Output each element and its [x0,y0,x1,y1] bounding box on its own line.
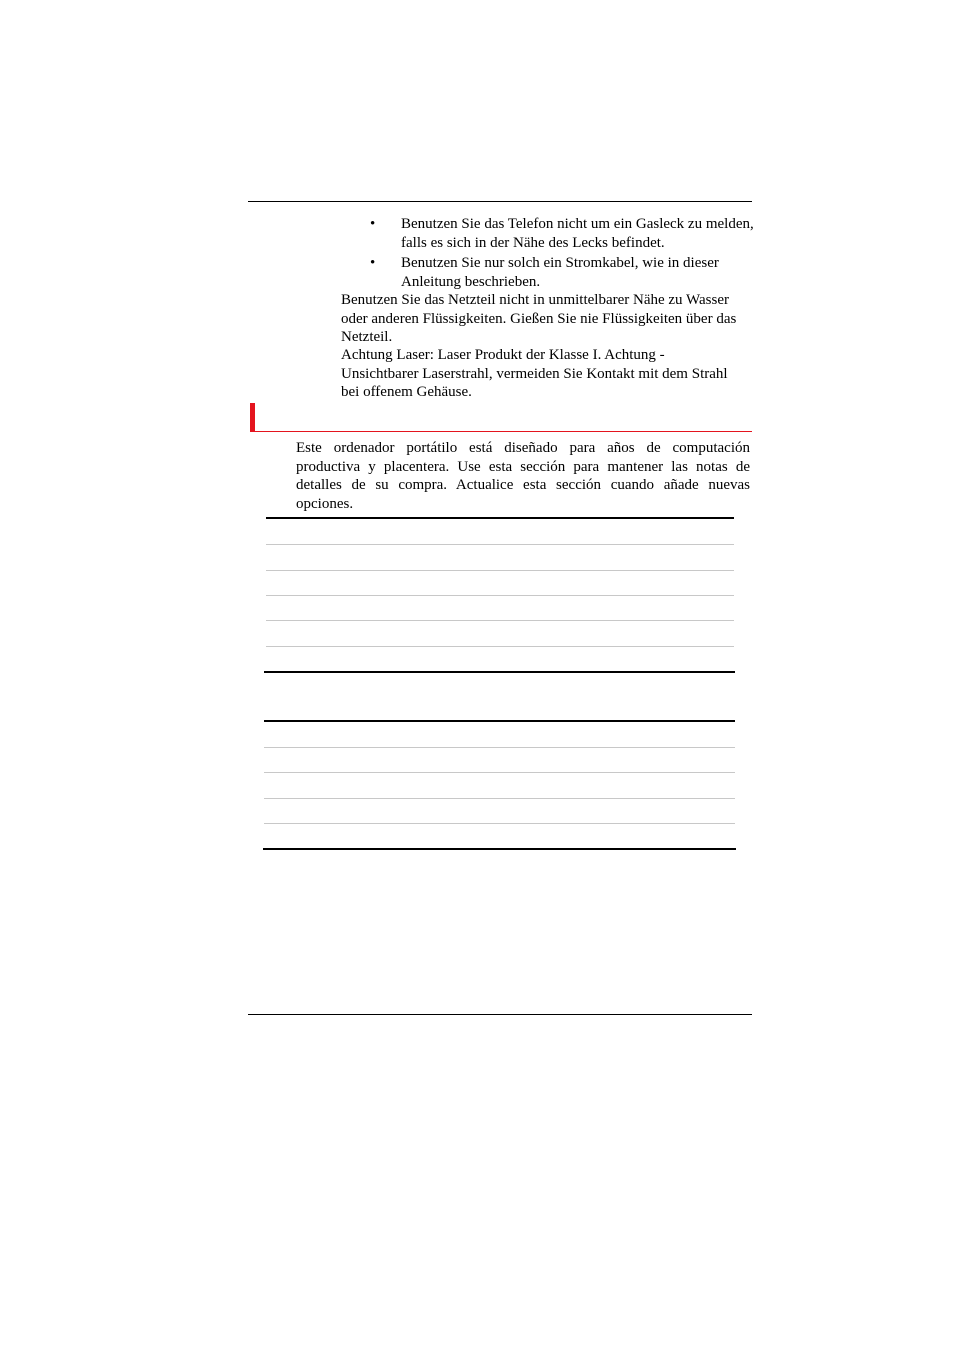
table-row-rule [264,798,735,799]
table-row-rule [266,544,734,545]
top-rule [248,201,752,202]
table-row-rule [266,595,734,596]
netzteil-paragraph: Benutzen Sie das Netzteil nicht in unmittelbarer Nähe zu Wasser oder anderen Flüssigkeiten. Gießen Sie nie Flüssigkeiten über das Netzteil. [341,292,737,345]
table-row-rule [264,772,735,773]
table-top-rule [264,720,735,722]
section-heading-rule [250,431,752,432]
bullet-icon: • [370,216,376,232]
bullet-text: Benutzen Sie nur solch ein Stromkabel, wie in dieser Anleitung beschrieben. [401,255,719,290]
bullet-text: Benutzen Sie das Telefon nicht um ein Gasleck zu melden, falls es sich in der Nähe des Lecks befindet. [401,216,754,251]
list-item [368,254,758,291]
table-top-rule [266,517,734,519]
table-row-rule [264,747,735,748]
bullet-list [368,215,758,293]
table-row-rule [266,620,734,621]
table-bottom-rule [264,671,735,673]
section-heading-bar [250,403,255,432]
section-intro: Este ordenador portátilo está diseñado para años de computación productiva y placentera. Use esta sección para mantener las notas de detalles de su compra. Actualice esta sección cuando añade nuevas opciones. [296,440,750,512]
laser-paragraph: Achtung Laser: Laser Produkt der Klasse I. Achtung - Unsichtbarer Laserstrahl, vermeiden Sie Kontakt mit dem Strahl bei offenem Gehäuse. [341,347,728,400]
table-row-rule [266,570,734,571]
bottom-rule [248,1014,752,1015]
table-row-rule [266,646,734,647]
table-row-rule [264,823,735,824]
bullet-icon: • [370,255,376,271]
list-item [368,215,758,252]
table-bottom-rule [263,848,736,850]
